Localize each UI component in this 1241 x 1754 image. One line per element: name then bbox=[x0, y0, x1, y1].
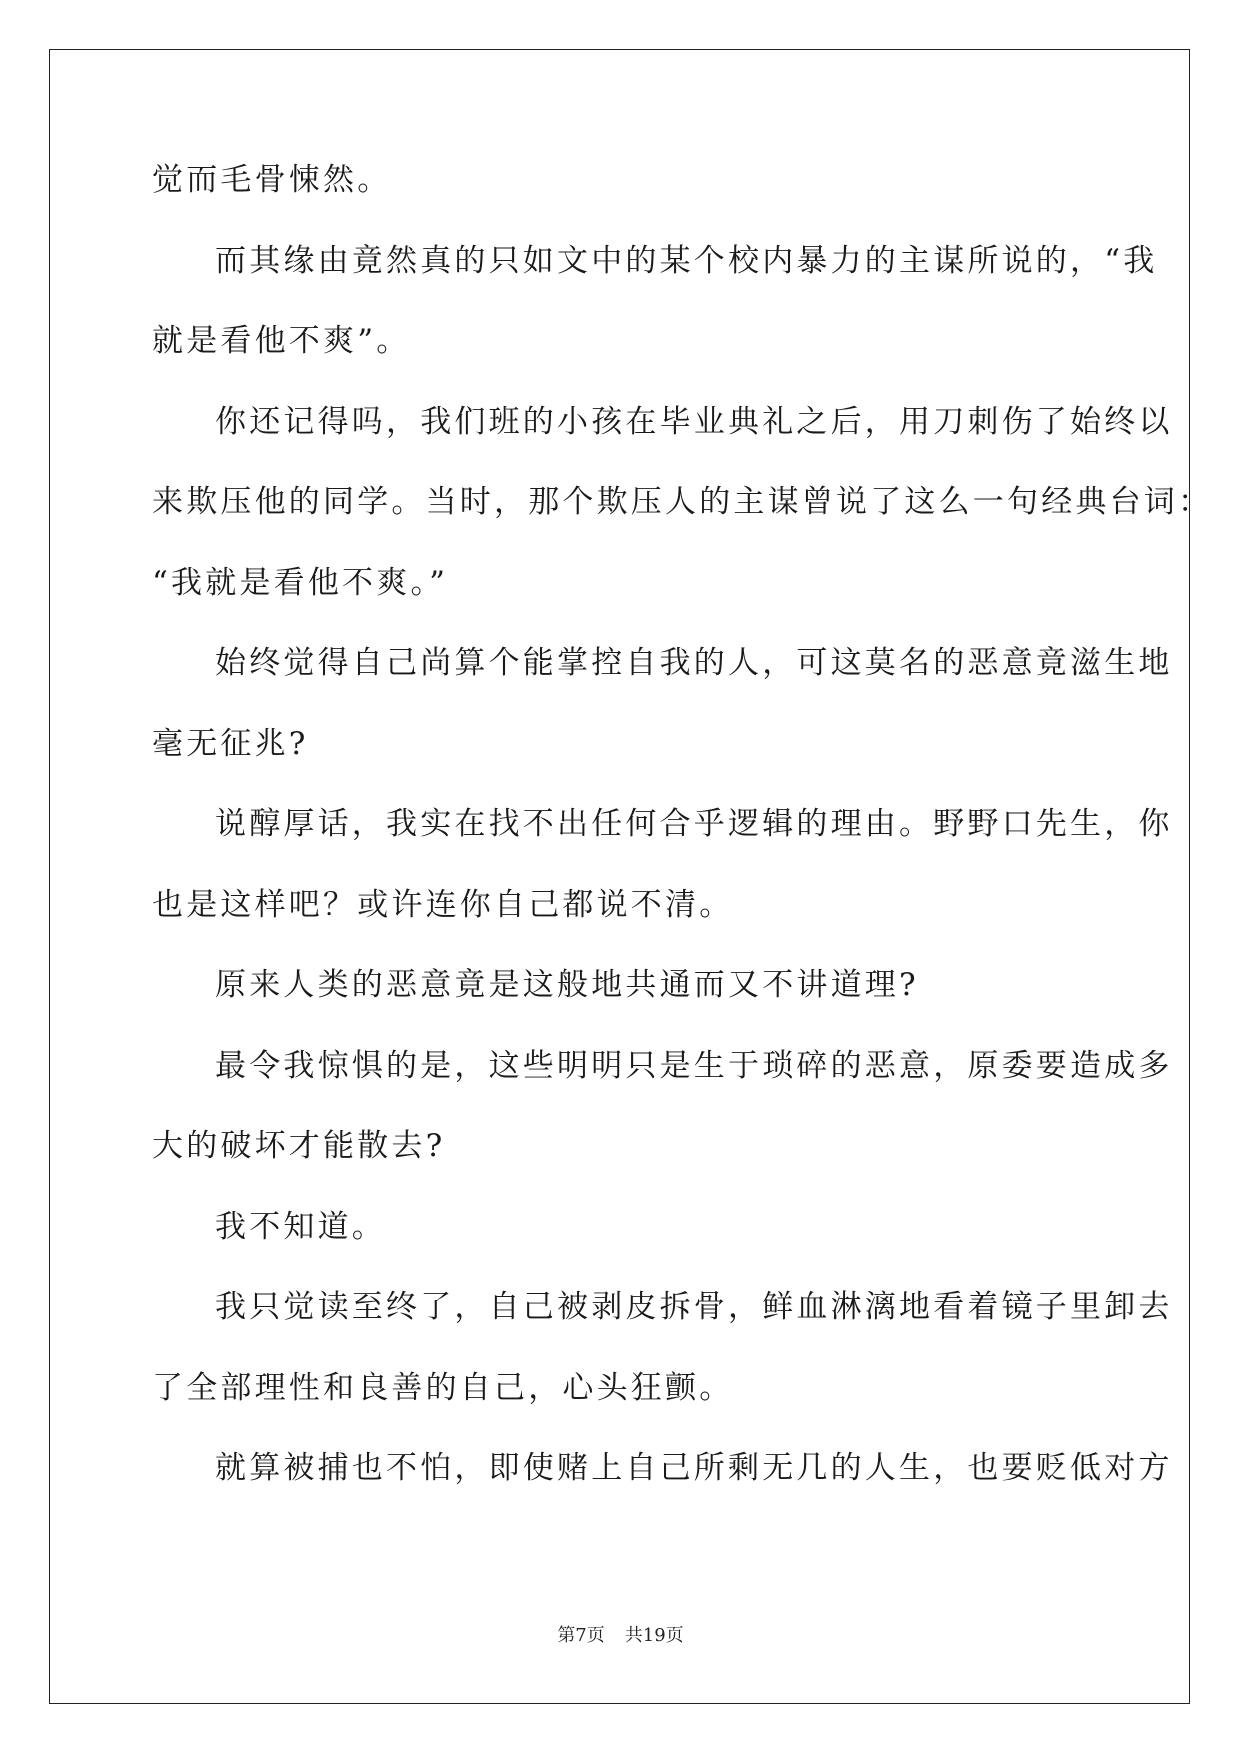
text-line: 我不知道。 bbox=[215, 1208, 386, 1245]
page-number: 第7页 bbox=[557, 1625, 605, 1646]
text-line: 也是这样吧？或许连你自己都说不清。 bbox=[152, 886, 734, 923]
text-line: 原来人类的恶意竟是这般地共通而又不讲道理? bbox=[215, 967, 919, 1003]
page-footer bbox=[0, 1624, 1241, 1648]
document-body bbox=[152, 140, 1213, 1509]
text-line: 来欺压他的同学。当时，那个欺压人的主谋曾说了这么一句经典台词： bbox=[152, 484, 1213, 520]
text-line: 了全部理性和良善的自己，心头狂颤。 bbox=[152, 1369, 734, 1406]
text-line: 始终觉得自己尚算个能掌控自我的人，可这莫名的恶意竟滋生地 bbox=[215, 645, 1173, 681]
text-line: 就算被捕也不怕，即使赌上自己所剩无几的人生，也要贬低对方 bbox=[215, 1450, 1173, 1486]
text-line: 说醇厚话，我实在找不出任何合乎逻辑的理由。野野口先生，你 bbox=[215, 806, 1173, 842]
text-line: 最令我惊惧的是，这些明明只是生于琐碎的恶意，原委要造成多 bbox=[215, 1047, 1173, 1084]
text-line: 觉而毛骨悚然。 bbox=[152, 162, 392, 198]
text-line: 我只觉读至终了，自己被剥皮拆骨，鲜血淋漓地看着镜子里卸去 bbox=[215, 1289, 1173, 1325]
text-line: 大的破坏才能散去? bbox=[152, 1128, 446, 1164]
text-line: 而其缘由竟然真的只如文中的某个校内暴力的主谋所说的，“我 bbox=[215, 242, 1158, 279]
page-total: 共19页 bbox=[624, 1625, 684, 1646]
text-line: 毫无征兆? bbox=[152, 725, 309, 762]
text-line: 就是看他不爽”。 bbox=[152, 323, 411, 359]
text-line: “我就是看他不爽。” bbox=[152, 564, 449, 601]
text-line: 你还记得吗，我们班的小孩在毕业典礼之后，用刀刺伤了始终以 bbox=[215, 403, 1173, 440]
